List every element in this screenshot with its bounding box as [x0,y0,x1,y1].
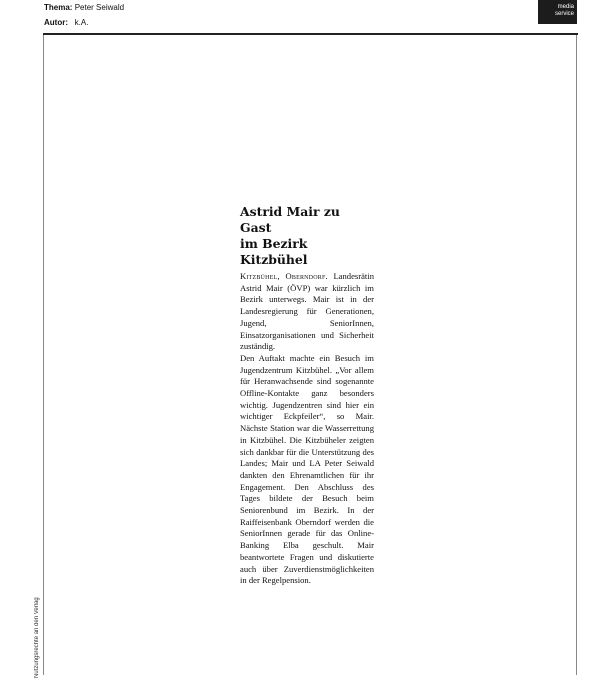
paragraph-2: Den Auftakt machte ein Besuch im Jugendzentrum Kitzbühel. „Vor allem für Heranwachsende sind sogenannte Offline-Kontakte ganz besonders wichtig. Jugendzentren sind hier ein wichtiger Eckpfeiler“, so Mair. Nächste Station war die Wasserrettung in Kitzbühel. Die Kitzbüheler zeigten sich dankbar für die Unterstützung des Landes; Mair und LA Peter Seiwald dankten den Ehrenamtlichen für ihr Engagement. Den Abschluss des Tages bildete der Besuch beim Seniorenbund im Bezirk. In der Raiffeisenbank Oberndorf werden die SeniorInnen gerade für das Online-Banking Elba geschult. Mair beantwortete Fragen und diskutierte auch über Zuverdienstmöglichkeiten in der Regelpension. [240,352,374,586]
paragraph-1-text: Landesrätin Astrid Mair (ÖVP) war kürzlich im Bezirk unterwegs. Mair ist in der Landesregierung für Generationen, Jugend, SeniorInnen, Einsatzorganisationen und Sicherheit zuständig. [240,271,375,352]
headline-line-2: im Bezirk Kitzbühel [240,236,308,267]
logo-line-1: media [557,4,574,10]
logo-line-2: service [554,11,574,17]
rights-note: Nutzungsrechte an den Verlag [34,597,40,678]
autor-value: k.A. [74,18,89,27]
article-body [240,271,374,587]
paragraph-1 [240,271,374,353]
thema-label: Thema: [44,3,73,12]
article [240,204,374,587]
headline-line-1: Astrid Mair zu Gast [240,204,340,235]
thema-row [44,3,124,13]
article-headline [240,204,374,268]
autor-row [44,18,88,28]
thema-value: Peter Seiwald [74,3,125,12]
media-service-logo [538,0,577,24]
dateline: Kitzbühel, Oberndorf. [240,271,328,281]
autor-label: Autor: [44,18,68,27]
